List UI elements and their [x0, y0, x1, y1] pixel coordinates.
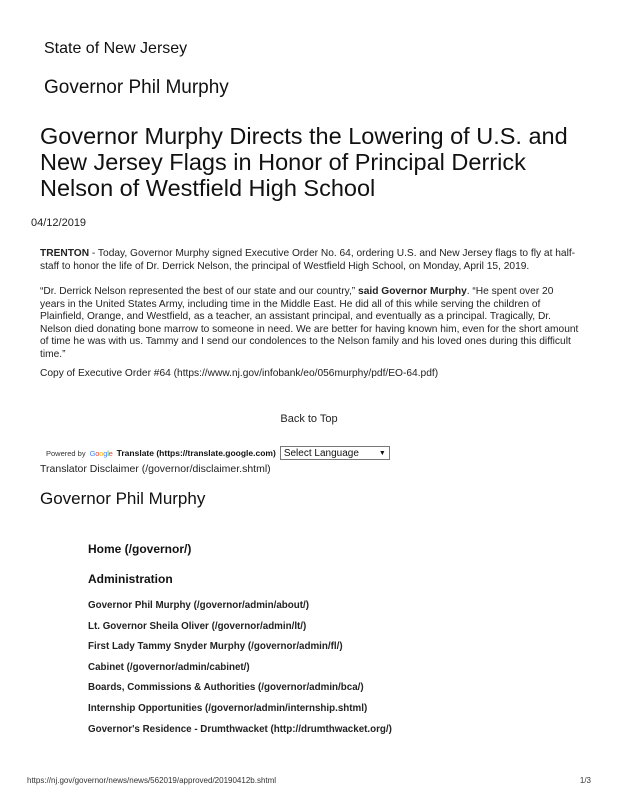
paragraph-1-body: - Today, Governor Murphy signed Executive Order No. 64, ordering U.S. and New Jersey flags to fly at half-staff to honor the life of Dr. Derrick Nelson, the principal of Westfield High School, on Monday, April 15, 2019.	[40, 248, 576, 272]
state-name-link[interactable]: State of New Jersey	[44, 40, 188, 57]
admin-link-governor[interactable]: Governor Phil Murphy (/governor/admin/about/)	[88, 600, 309, 611]
caret-down-icon: ▼	[378, 449, 386, 457]
admin-link-residence[interactable]: Governor's Residence - Drumthwacket (http://drumthwacket.org/)	[88, 723, 392, 735]
language-select-value: Select Language	[283, 447, 359, 459]
executive-order-link[interactable]: Copy of Executive Order #64 (https://www.nj.gov/infobank/eo/056murphy/pdf/EO-64.pdf)	[40, 368, 439, 379]
admin-link-cabinet[interactable]: Cabinet (/governor/admin/cabinet/)	[88, 661, 250, 673]
admin-link-first-lady[interactable]: First Lady Tammy Snyder Murphy (/governor/admin/fl/)	[88, 641, 343, 653]
dateline: TRENTON	[40, 248, 90, 259]
quote-start: “Dr. Derrick Nelson represented the best of our state and our country,”	[40, 286, 356, 297]
admin-link-internship[interactable]: Internship Opportunities (/governor/admin/internship.shtml)	[88, 702, 368, 714]
administration-heading: Administration	[88, 572, 173, 586]
administration-links	[88, 600, 392, 744]
google-logo-letter: g	[103, 448, 108, 458]
back-to-top-link[interactable]: Back to Top	[280, 413, 338, 425]
google-translate-link[interactable]: Translate (https://translate.google.com)	[116, 448, 276, 458]
footer-governor-title: Governor Phil Murphy	[40, 489, 206, 508]
powered-by-label: Powered by	[46, 448, 86, 458]
governor-name-link[interactable]: Governor Phil Murphy	[44, 77, 229, 98]
quote-rest: . “He spent over 20 years in the United States Army, including time in the Middle East. He did all of this while serving the children of Plainfield, Orange, and Westfield, as a teacher, an assistant principal, and eventually as a principal. Tragically, Dr. Nelson died donating bone marrow to someone in need. We are better for having known him, even for the short amount of time he was with us. Tammy and I send our condolences to the Nelson family and his loved ones during this difficult time.”	[40, 286, 579, 360]
google-logo-letter: G	[89, 448, 96, 458]
footer-home-link[interactable]: Home (/governor/)	[88, 542, 192, 556]
print-url: https://nj.gov/governor/news/news/562019/approved/20190412b.shtml	[27, 776, 277, 785]
admin-link-boards[interactable]: Boards, Commissions & Authorities (/governor/admin/bca/)	[88, 682, 364, 694]
google-logo-letter: o	[95, 448, 100, 458]
language-select[interactable]	[280, 446, 390, 460]
article-paragraph-1	[40, 248, 580, 273]
admin-link-lt-governor[interactable]: Lt. Governor Sheila Oliver (/governor/admin/lt/)	[88, 620, 307, 632]
translator-disclaimer-link[interactable]: Translator Disclaimer (/governor/disclaimer.shtml)	[40, 463, 271, 475]
google-logo-letter: l	[107, 448, 109, 458]
google-translate-widget	[46, 445, 390, 461]
google-logo-letter: o	[99, 448, 104, 458]
said-attribution: said Governor Murphy	[355, 286, 467, 297]
google-logo	[90, 449, 113, 458]
article-headline: Governor Murphy Directs the Lowering of U.S. and New Jersey Flags in Honor of Principal Derrick Nelson of Westfield High School	[40, 123, 568, 201]
article-date: 04/12/2019	[31, 217, 87, 229]
article-paragraph-2	[40, 286, 580, 362]
page-number: 1/3	[579, 776, 591, 785]
google-logo-letter: e	[108, 448, 113, 458]
